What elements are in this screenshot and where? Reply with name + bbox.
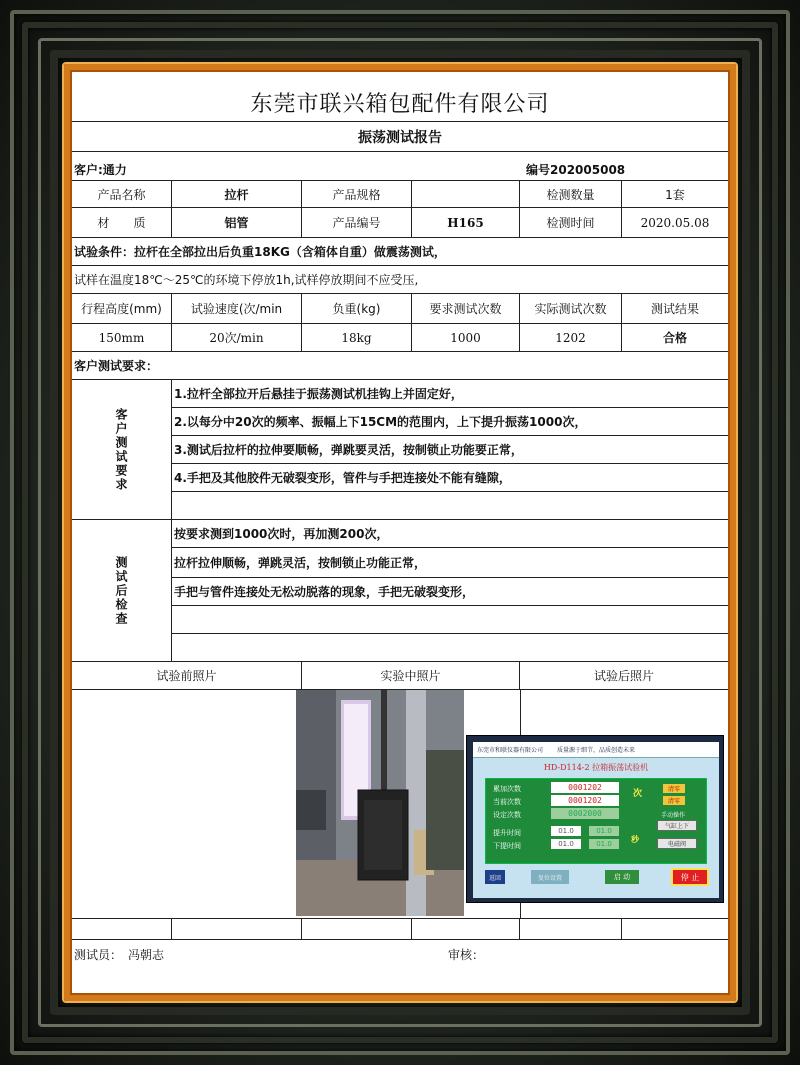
param-header: 行程高度(mm) (72, 294, 172, 323)
counter-value[interactable]: 0002000 (551, 808, 619, 819)
screen-company: 东莞市和联仪器有限公司 (477, 747, 544, 754)
info-label: 产品名称 (72, 181, 172, 207)
reviewer-label: 审核： (448, 947, 485, 962)
inspection-item (172, 606, 728, 633)
info-value: 拉杆 (172, 181, 302, 207)
param-header: 试验速度(次/min (172, 294, 302, 323)
valve-button[interactable]: 电磁阀 (657, 838, 697, 849)
time-label: 下提时间 (493, 842, 521, 850)
info-value: 2020.05.08 (640, 215, 710, 230)
unit-times: 次 (633, 789, 643, 799)
info-label: 材 质 (72, 208, 172, 237)
requirement-item: 3.测试后拉杆的拉伸要顺畅，弹跳要灵活，按制锁止功能要正常， (174, 443, 523, 457)
test-condition: 试验条件：拉杆在全部拉出后负重18KG（含箱体自重）做震荡测试， (74, 245, 446, 259)
param-header-row (72, 294, 728, 324)
unit-seconds: 秒 (631, 835, 639, 844)
param-header: 要求测试次数 (412, 294, 520, 323)
company-name: 东莞市联兴箱包配件有限公司 (250, 92, 550, 117)
info-label: 检测数量 (520, 181, 622, 207)
requirement-item (172, 492, 728, 519)
serial-number: 编号202005008 (526, 163, 626, 177)
inspection-item: 手把与管件连接处无松动脱落的现象，手把无破裂变形， (174, 585, 475, 599)
info-label: 检测时间 (520, 208, 622, 237)
info-label: 产品编号 (302, 208, 412, 237)
time-label: 提升时间 (493, 829, 521, 837)
screen-slogan: 质量源于细节，品质创造未来 (557, 747, 636, 754)
stop-button[interactable]: 停 止 (671, 868, 709, 886)
control-panel-photo (466, 735, 724, 903)
info-value: 1套 (665, 187, 685, 202)
requirement-item: 4.手把及其他胶件无破裂变形，管件与手把连接处不能有缝隙， (174, 471, 511, 485)
param-header: 测试结果 (650, 302, 699, 316)
time-value: 01.0 (589, 826, 619, 836)
manual-label: 手动操作 (661, 812, 686, 819)
param-header: 负重(kg) (302, 294, 412, 323)
counter-value: 0001202 (551, 782, 619, 793)
param-value: 1202 (520, 324, 622, 351)
info-label: 产品规格 (302, 181, 412, 207)
info-value: 铝管 (172, 208, 302, 237)
test-photo-during (296, 690, 464, 916)
reset-settings-button[interactable]: 复位设置 (531, 870, 569, 884)
counter-label: 累加次数 (493, 785, 521, 793)
param-value: 150mm (72, 324, 172, 351)
inspection-side-label-cell (72, 520, 172, 662)
counter-label: 设定次数 (493, 811, 521, 819)
inspection-side-label: 测试后检查 (114, 555, 128, 626)
inspection-item (172, 634, 728, 661)
photo-header-after: 试验后照片 (593, 669, 654, 683)
info-value: H165 (412, 208, 520, 237)
time-value[interactable]: 01.0 (551, 826, 581, 836)
requirement-item: 2.以每分中20次的频率、振幅上下15CM的范围内，上下提升振荡1000次， (174, 415, 587, 429)
signature-row (72, 940, 728, 968)
param-header: 实际测试次数 (520, 294, 622, 323)
customer-label: 客户:通力 (74, 163, 127, 177)
counter-value: 0001202 (551, 795, 619, 806)
info-row (72, 180, 728, 208)
inspection-item: 拉杆拉伸顺畅，弹跳灵活，按制锁止功能正常， (174, 556, 427, 570)
hmi-screen (473, 742, 719, 898)
tester-label: 测试员： 冯朝志 (74, 947, 165, 962)
test-condition: 试样在温度18℃～25℃的环境下停放1h,试样停放期间不应受压, (74, 273, 419, 287)
counter-label: 当前次数 (493, 798, 521, 806)
start-button[interactable]: 启 动 (605, 870, 639, 884)
info-value (412, 181, 520, 207)
param-value-row (72, 324, 728, 352)
requirement-item: 1.拉杆全部拉开后悬挂于振荡测试机挂钩上并固定好， (174, 387, 463, 401)
inspection-item: 按要求测到1000次时，再加测200次， (174, 527, 389, 541)
cylinder-button[interactable]: 气缸上下 (657, 820, 697, 831)
test-result: 合格 (662, 331, 687, 345)
footer-blank-row (72, 918, 728, 940)
requirements-heading: 客户测试要求： (74, 359, 159, 373)
requirements-side-label-cell (72, 380, 172, 520)
requirements-side-label: 客户测试要求 (114, 407, 128, 492)
param-value: 20次/min (172, 324, 302, 351)
report-title: 振荡测试报告 (358, 129, 442, 146)
report-sheet (72, 72, 728, 993)
photo-header-during: 实验中照片 (302, 662, 520, 689)
param-value: 18kg (302, 324, 412, 351)
info-row (72, 208, 728, 238)
time-value[interactable]: 01.0 (551, 839, 581, 849)
clear-button[interactable]: 清零 (663, 784, 685, 793)
photo-header-before: 试验前照片 (72, 662, 302, 689)
clear-button[interactable]: 清零 (663, 796, 685, 805)
back-button[interactable]: 返回 (485, 870, 505, 884)
photo-header-row (72, 662, 728, 690)
time-value: 01.0 (589, 839, 619, 849)
screen-machine-name: HD-D114-2 拉箱振荡试验机 (543, 762, 649, 772)
param-value: 1000 (412, 324, 520, 351)
